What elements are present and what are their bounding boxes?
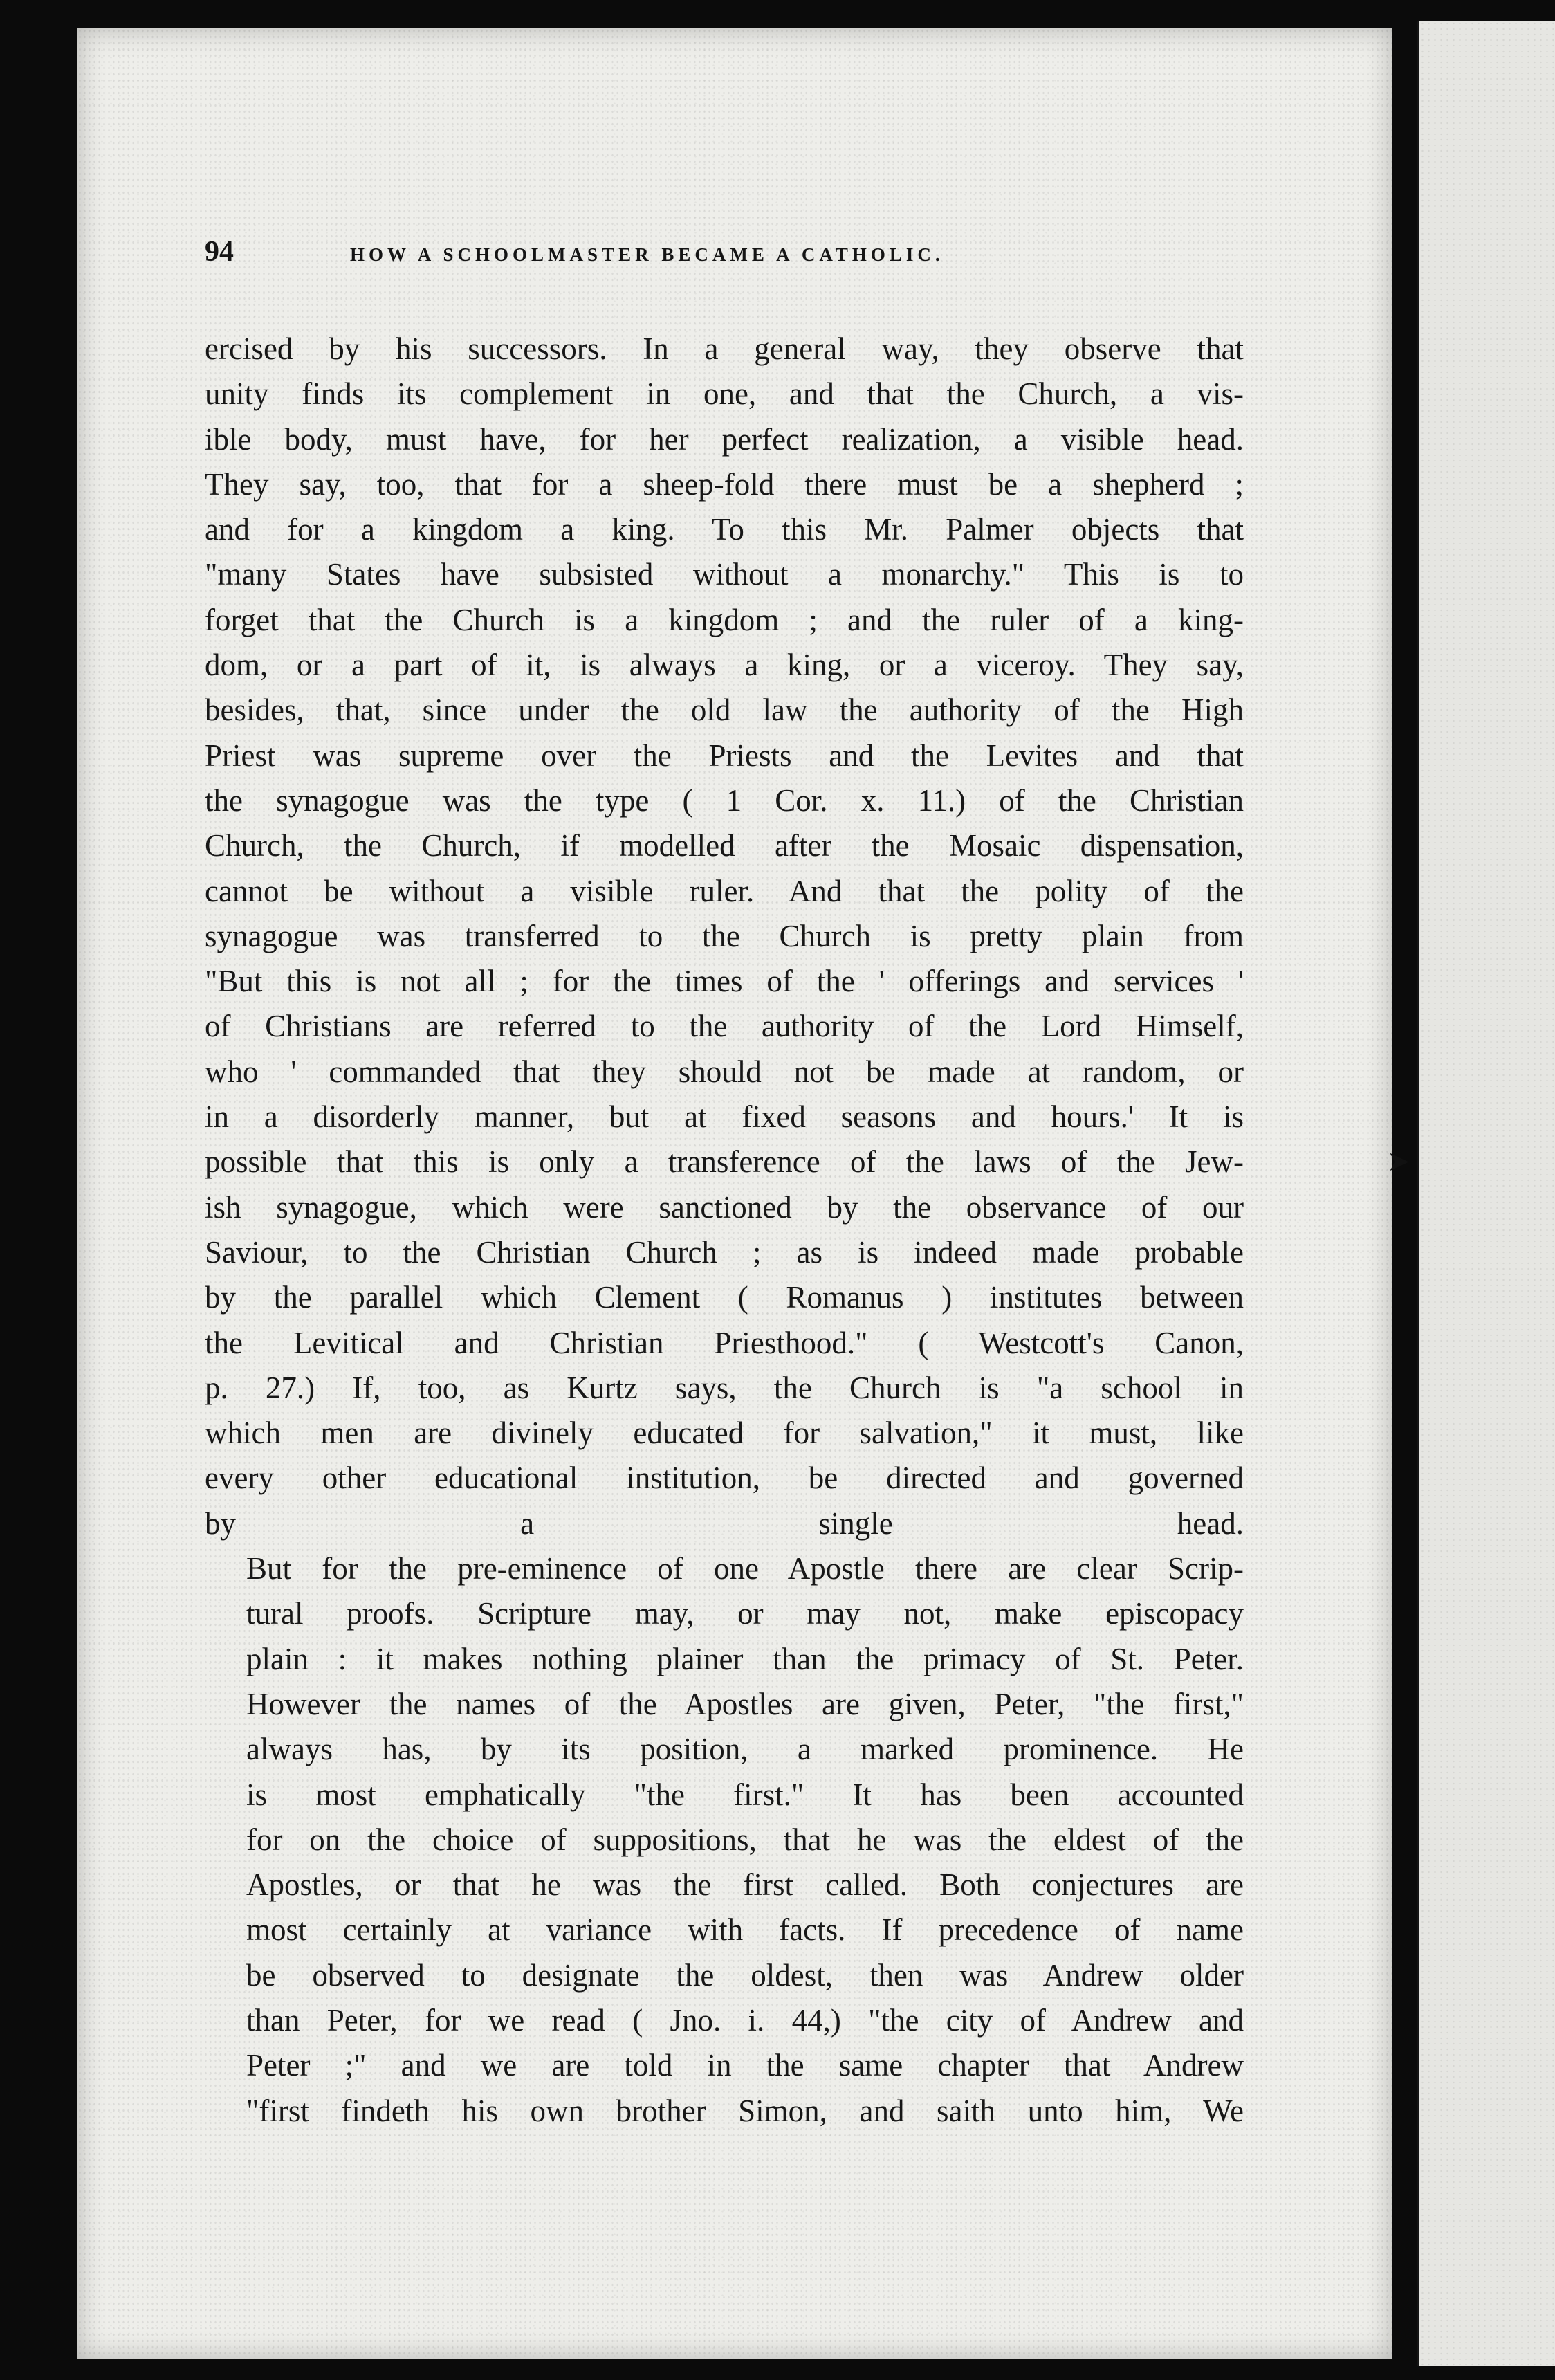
text-line: synagogue was transferred to the Church is pretty plain from (205, 918, 1244, 953)
text-line: every other educational institution, be directed and governed (205, 1461, 1244, 1496)
text-line: tural proofs. Scripture may, or may not, make episcopacy (246, 1596, 1244, 1631)
text-line: Peter ;" and we are told in the same chapter that Andrew (246, 2048, 1244, 2083)
text-line: Saviour, to the Christian Church ; as is indeed made probable (205, 1234, 1244, 1270)
text-line: is most emphatically "the first." It has been accounted (246, 1777, 1244, 1812)
text-line: the Levitical and Christian Priesthood." ( Westcott's Canon, (205, 1325, 1244, 1360)
text-line: who ' commanded that they should not be made at random, or (205, 1054, 1244, 1089)
text-line: However the names of the Apostles are given, Peter, "the first," (246, 1686, 1244, 1721)
text-line: most certainly at variance with facts. If precedence of name (246, 1912, 1244, 1948)
text-line: "first findeth his own brother Simon, and saith unto him, We (246, 2093, 1244, 2128)
text-line: by a single head. (205, 1505, 1244, 1541)
text-line: and for a kingdom a king. To this Mr. Palmer objects that (205, 512, 1244, 547)
text-line: for on the choice of suppositions, that he was the eldest of the (246, 1822, 1244, 1857)
text-line: But for the pre-eminence of one Apostle there are clear Scrip- (246, 1551, 1244, 1586)
text-line: by the parallel which Clement ( Romanus ) institutes between (205, 1280, 1244, 1315)
text-line: ercised by his successors. In a general way, they observe that (205, 331, 1244, 366)
paragraph-1 (205, 327, 1244, 1546)
adjacent-page-edge (1417, 21, 1555, 2366)
text-line: than Peter, for we read ( Jno. i. 44,) "the city of Andrew and (246, 2002, 1244, 2038)
text-line: in a disorderly manner, but at fixed seasons and hours.' It is (205, 1099, 1244, 1135)
page-header (205, 235, 1256, 277)
text-line: of Christians are referred to the authority of the Lord Himself, (205, 1009, 1244, 1044)
text-line: be observed to designate the oldest, then was Andrew older (246, 1957, 1244, 1993)
text-line: possible that this is only a transference of the laws of the Jew- (205, 1144, 1244, 1180)
text-line: ish synagogue, which were sanctioned by the observance of our (205, 1189, 1244, 1225)
text-line: "many States have subsisted without a monarchy." This is to (205, 557, 1244, 592)
text-line: the synagogue was the type ( 1 Cor. x. 11.) of the Christian (205, 782, 1244, 818)
text-line: ible body, must have, for her perfect realization, a visible head. (205, 421, 1244, 457)
text-line: Apostles, or that he was the first called. Both conjectures are (246, 1867, 1244, 1903)
text-line: always has, by its position, a marked prominence. He (246, 1732, 1244, 1767)
body-text (205, 327, 1244, 2134)
text-line: besides, that, since under the old law the authority of the High (205, 693, 1244, 728)
text-line: plain : it makes nothing plainer than the primacy of St. Peter. (246, 1641, 1244, 1676)
text-line: forget that the Church is a kingdom ; and the ruler of a king- (205, 602, 1244, 637)
text-line: unity finds its complement in one, and that the Church, a vis- (205, 376, 1244, 412)
text-line: p. 27.) If, too, as Kurtz says, the Church is "a school in (205, 1370, 1244, 1405)
paragraph-2 (205, 1546, 1244, 2134)
text-line: dom, or a part of it, is always a king, or a viceroy. They say, (205, 648, 1244, 683)
text-line: Priest was supreme over the Priests and the Levites and that (205, 738, 1244, 773)
text-line: "But this is not all ; for the times of the ' offerings and services ' (205, 964, 1244, 999)
text-line: which men are divinely educated for salvation," it must, like (205, 1416, 1244, 1451)
text-line: cannot be without a visible ruler. And that the polity of the (205, 873, 1244, 908)
text-line: Church, the Church, if modelled after the Mosaic dispensation, (205, 828, 1244, 863)
margin-mark: ➤ (1387, 1146, 1410, 1177)
running-head: HOW A SCHOOLMASTER BECAME A CATHOLIC. (350, 244, 944, 265)
text-line: They say, too, that for a sheep-fold there must be a shepherd ; (205, 466, 1244, 502)
page-number: 94 (205, 236, 234, 268)
